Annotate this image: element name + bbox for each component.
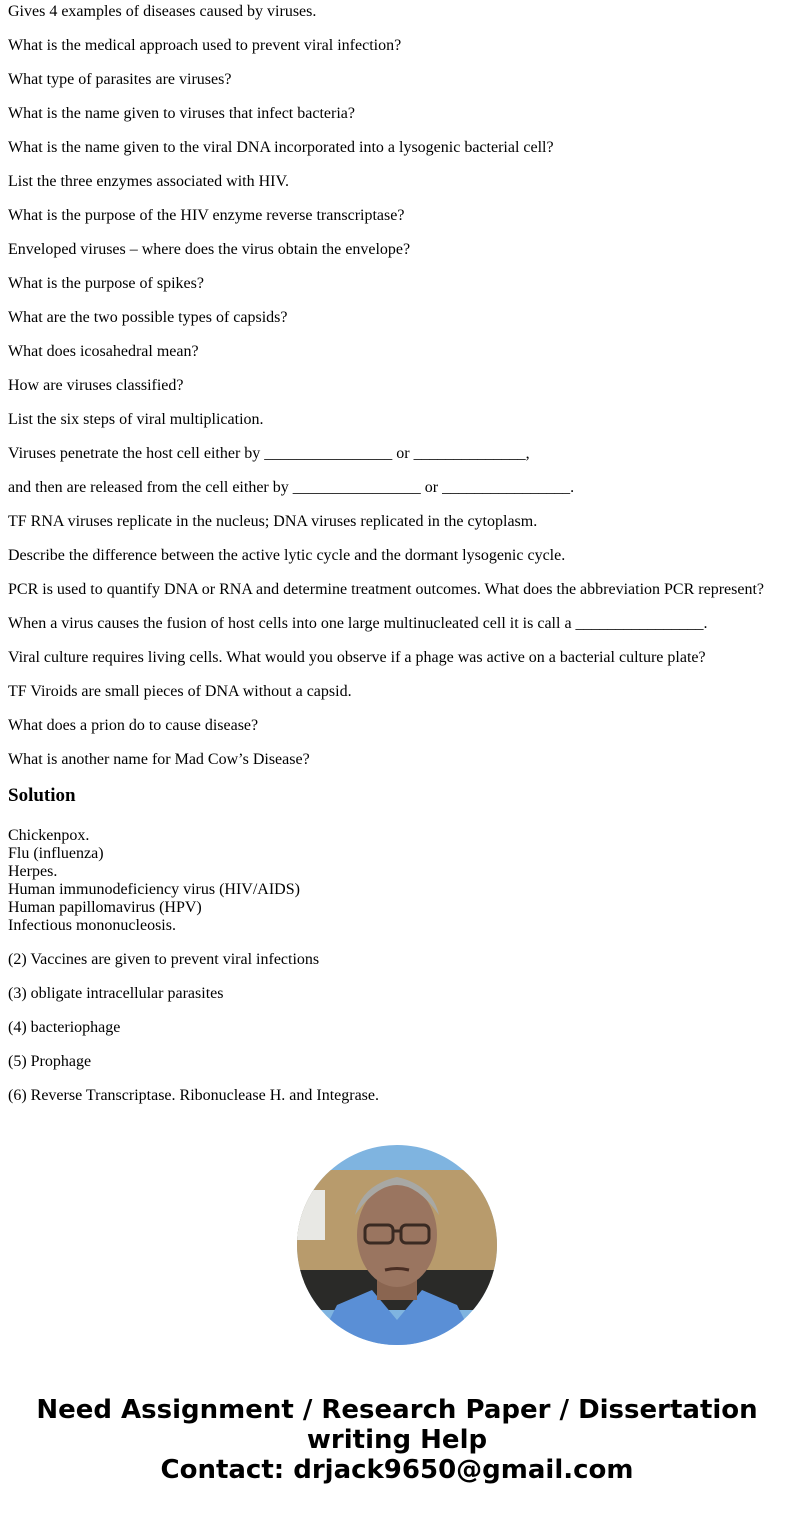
disease-list [8,827,786,935]
question-item: TF RNA viruses replicate in the nucleus; DNA viruses replicated in the cytoplasm. [8,513,538,530]
question-item: TF Viroids are small pieces of DNA without a capsid. [8,683,352,700]
answer-item: (5) Prophage [8,1053,92,1070]
answer-list [8,951,786,1105]
disease-item: Chickenpox. [8,827,90,844]
question-item: What is the purpose of spikes? [8,275,204,292]
question-item: List the three enzymes associated with HIV. [8,173,289,190]
question-item: What is the purpose of the HIV enzyme reverse transcriptase? [8,207,405,224]
disease-item: Human immunodeficiency virus (HIV/AIDS) [8,881,300,898]
question-item: What is the medical approach used to prevent viral infection? [8,37,402,54]
solution-heading: Solution [8,785,76,806]
portrait-image [297,1145,497,1345]
disease-item: Flu (influenza) [8,845,104,862]
question-item: How are viruses classified? [8,377,184,394]
question-item: What is another name for Mad Cow’s Disease? [8,751,310,768]
question-item: What are the two possible types of capsids? [8,309,288,326]
question-item: What type of parasites are viruses? [8,71,232,88]
question-item: and then are released from the cell either by ________________ or ________________. [8,479,575,496]
answer-item: (2) Vaccines are given to prevent viral infections [8,951,320,968]
question-item: When a virus causes the fusion of host cells into one large multinucleated cell it is call a ________________. [8,615,708,632]
question-item: What does icosahedral mean? [8,343,199,360]
disease-item: Infectious mononucleosis. [8,917,176,934]
question-list [8,3,786,769]
question-item: List the six steps of viral multiplication. [8,411,264,428]
question-item: Describe the difference between the active lytic cycle and the dormant lysogenic cycle. [8,547,566,564]
question-item: What does a prion do to cause disease? [8,717,259,734]
disease-item: Herpes. [8,863,58,880]
answer-item: (3) obligate intracellular parasites [8,985,224,1002]
contact-banner [8,1395,786,1485]
question-item: What is the name given to viruses that infect bacteria? [8,105,355,122]
author-photo [297,1145,497,1345]
answer-item: (6) Reverse Transcriptase. Ribonuclease H. and Integrase. [8,1087,379,1104]
question-item: Viral culture requires living cells. What would you observe if a phage was active on a bacterial culture plate? [8,649,706,666]
help-text: Need Assignment / Research Paper / Dissertation writing Help [36,1395,758,1455]
question-item: Viruses penetrate the host cell either by ________________ or ______________, [8,445,530,462]
answer-item: (4) bacteriophage [8,1019,121,1036]
question-item: PCR is used to quantify DNA or RNA and determine treatment outcomes. What does the abbreviation PCR represent? [8,581,764,598]
disease-item: Human papillomavirus (HPV) [8,899,202,916]
contact-email: Contact: drjack9650@gmail.com [160,1455,634,1485]
question-item: What is the name given to the viral DNA incorporated into a lysogenic bacterial cell? [8,139,554,156]
question-item: Gives 4 examples of diseases caused by viruses. [8,3,317,20]
question-item: Enveloped viruses – where does the virus obtain the envelope? [8,241,411,258]
